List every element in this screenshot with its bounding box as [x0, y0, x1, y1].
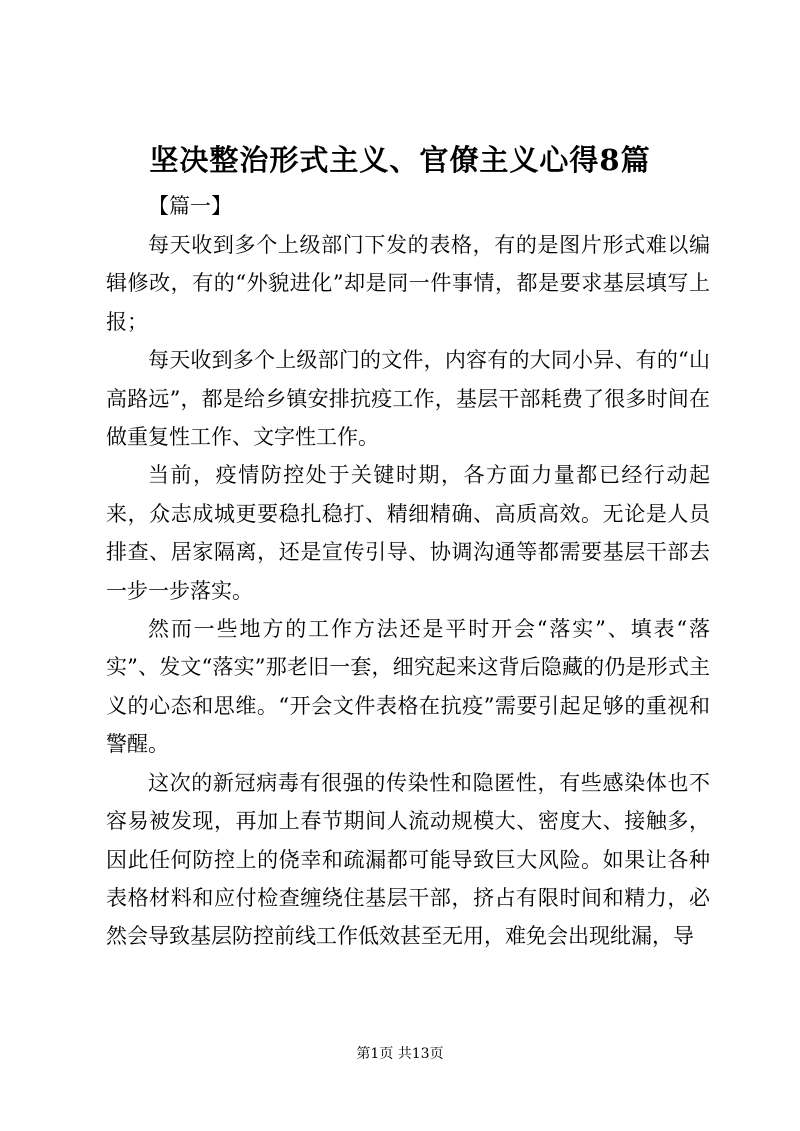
body-paragraph: 这次的新冠病毒有很强的传染性和隐匿性，有些感染体也不容易被发现，再加上春节期间人流动规模大、密度大、接触多，因此任何防控上的侥幸和疏漏都可能导致巨大风险。如果让各种表格材料和应付检查缠绕住基层干部，挤占有限时间和精力，必然会导致基层防控前线工作低效甚至无用，难免会出现纰漏，导 [106, 770, 710, 949]
body-paragraph: 然而一些地方的工作方法还是平时开会“落实”、填表“落实”、发文“落实”那老旧一套，细究起来这背后隐藏的仍是形式主义的心态和思维。“开会文件表格在抗疫”需要引起足够的重视和警醒。 [106, 617, 710, 757]
body-paragraph: 当前，疫情防控处于关键时期，各方面力量都已经行动起来，众志成城更要稳扎稳打、精细精确、高质高效。无论是人员排查、居家隔离，还是宣传引导、协调沟通等都需要基层干部去一步一步落实。 [106, 463, 710, 603]
body-paragraph: 每天收到多个上级部门的文件，内容有的大同小异、有的“山高路远”，都是给乡镇安排抗疫工作，基层干部耗费了很多时间在做重复性工作、文字性工作。 [106, 348, 710, 450]
section-label: 【篇一】 [148, 194, 232, 218]
body-paragraph: 每天收到多个上级部门下发的表格，有的是图片形式难以编辑修改，有的“外貌进化”却是同一件事情，都是要求基层填写上报； [106, 233, 710, 334]
page-number-footer: 第1页 共13页 [356, 1046, 444, 1062]
document-body [106, 226, 710, 956]
document-title: 坚决整治形式主义、官僚主义心得8篇 [149, 143, 651, 177]
